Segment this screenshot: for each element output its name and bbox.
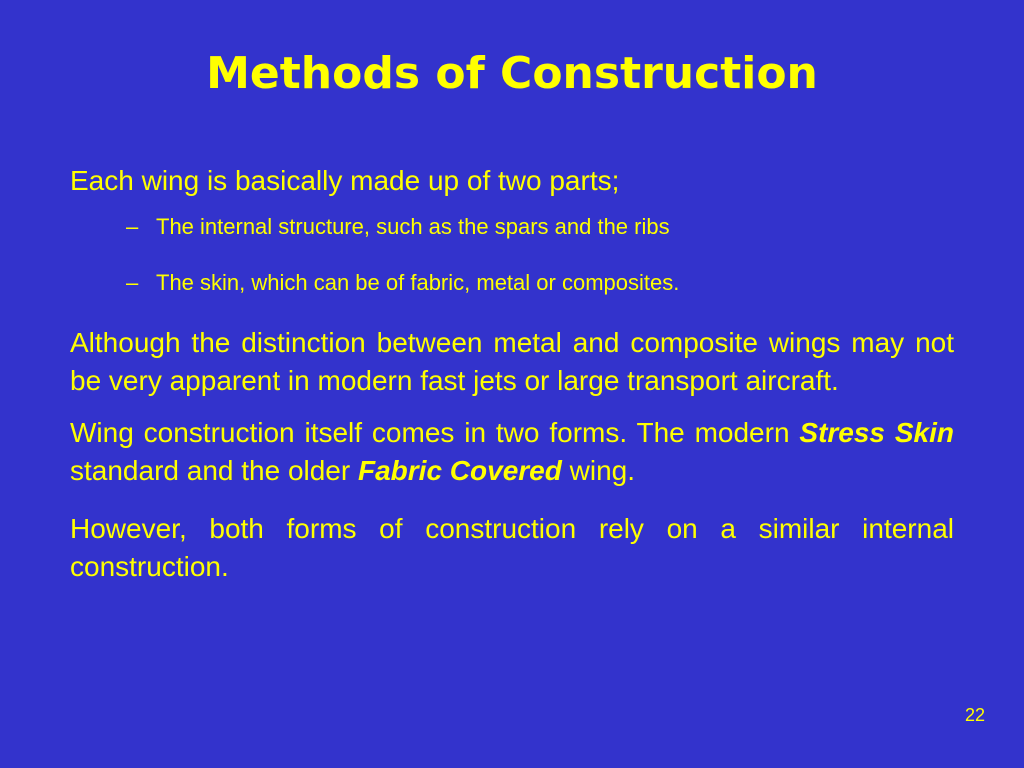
slide-body xyxy=(70,162,954,586)
emphasis-stress-skin: Stress Skin xyxy=(799,417,954,448)
slide-title: Methods of Construction xyxy=(206,48,818,99)
sub-item-skin xyxy=(70,268,954,298)
sub-item-text: The internal structure, such as the spars and the ribs xyxy=(156,214,670,239)
sub-item-internal-structure xyxy=(70,212,954,242)
sub-item-text: The skin, which can be of fabric, metal or composites. xyxy=(156,270,680,295)
dash-bullet: – xyxy=(126,214,139,239)
paragraph-internal-construction: However, both forms of construction rely on a similar internal construction. xyxy=(70,513,954,582)
paragraph-wing-construction xyxy=(70,414,954,490)
intro-text: Each wing is basically made up of two parts; xyxy=(70,165,620,196)
paragraph-metal-composite: Although the distinction between metal and composite wings may not be very apparent in modern fast jets or large transport aircraft. xyxy=(70,327,954,396)
paragraph-text: standard and the older xyxy=(70,455,358,486)
paragraph-text: wing. xyxy=(561,455,635,486)
emphasis-fabric-covered: Fabric Covered xyxy=(357,455,562,486)
page-number: 22 xyxy=(964,705,985,725)
dash-bullet: – xyxy=(126,270,139,295)
paragraph-text: Wing construction itself comes in two forms. The modern xyxy=(70,417,800,448)
